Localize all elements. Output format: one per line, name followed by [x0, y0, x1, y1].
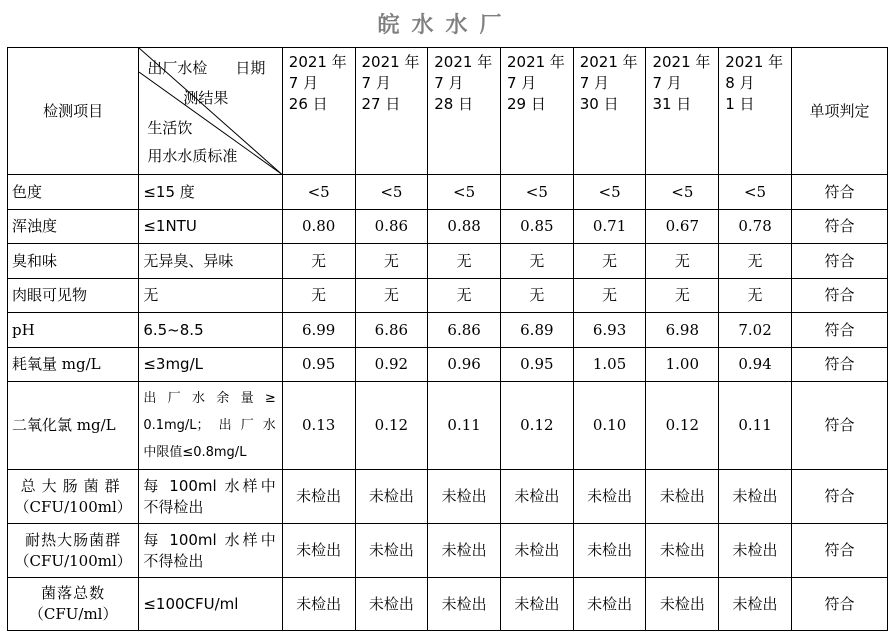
value-cell: 无 — [355, 279, 428, 313]
standard-text: 每 100ml 水样中 — [143, 476, 276, 495]
date-header-line: 27 日 — [361, 95, 401, 113]
standard-text: 0.1mg/L；出厂水 — [143, 418, 276, 433]
judge-cell: 符合 — [791, 470, 887, 524]
value-cell: 无 — [282, 244, 355, 279]
date-header-line: 2021 年 — [434, 53, 493, 71]
item-label: 菌落总数 — [41, 584, 106, 602]
item-cell — [8, 244, 139, 279]
item-label: 总大肠菌群 — [20, 476, 126, 495]
value-cell: 6.99 — [282, 313, 355, 348]
judge-cell: 符合 — [791, 175, 887, 210]
item-cell — [8, 524, 139, 578]
table-row — [8, 348, 888, 382]
value-cell: 未检出 — [428, 470, 501, 524]
value-cell: 未检出 — [355, 524, 428, 578]
item-label: 浑浊度 — [12, 217, 58, 235]
standard-cell — [139, 470, 282, 524]
date-header-line: 7 月 — [288, 74, 319, 92]
judge-cell: 符合 — [791, 524, 887, 578]
value-cell: 未检出 — [573, 470, 646, 524]
standard-text: 无 — [143, 286, 159, 304]
standard-text: 6.5~8.5 — [143, 320, 204, 339]
table-row — [8, 313, 888, 348]
value-cell: 未检出 — [355, 578, 428, 631]
value-cell: 无 — [646, 244, 719, 279]
value-cell: 未检出 — [719, 524, 792, 578]
value-cell: 未检出 — [719, 470, 792, 524]
value-cell: 未检出 — [428, 578, 501, 631]
value-cell: 1.05 — [573, 348, 646, 382]
value-cell: 无 — [573, 279, 646, 313]
item-label: 耐热大肠菌群 — [25, 530, 122, 549]
value-cell: 6.89 — [500, 313, 573, 348]
value-cell: 6.86 — [355, 313, 428, 348]
value-cell: 1.00 — [646, 348, 719, 382]
standard-text: 无异臭、异味 — [143, 251, 234, 270]
value-cell: 0.92 — [355, 348, 428, 382]
value-cell: 无 — [573, 244, 646, 279]
value-cell: 0.67 — [646, 210, 719, 244]
standard-text: 不得检出 — [143, 497, 204, 516]
standard-text: ≤100CFU/ml — [143, 594, 239, 613]
item-label: 耗氧量 mg/L — [12, 355, 101, 373]
judge-cell: 符合 — [791, 279, 887, 313]
item-label: 二氧化氯 mg/L — [12, 416, 116, 434]
date-header-line: 28 日 — [434, 95, 474, 113]
value-cell: 未检出 — [646, 524, 719, 578]
judge-cell: 符合 — [791, 348, 887, 382]
date-header — [282, 48, 355, 175]
value-cell: 0.78 — [719, 210, 792, 244]
water-quality-table — [7, 47, 888, 631]
value-cell: 0.12 — [646, 382, 719, 470]
standard-cell — [139, 313, 282, 348]
table-row — [8, 279, 888, 313]
table-row — [8, 524, 888, 578]
value-cell: 未检出 — [719, 578, 792, 631]
corner-top-left: 出厂水检 — [147, 59, 208, 77]
date-header-line: 1 日 — [725, 95, 755, 113]
table-row — [8, 244, 888, 279]
item-label: （CFU/ml） — [28, 605, 118, 623]
item-header: 检测项目 — [8, 48, 139, 175]
value-cell: <5 — [282, 175, 355, 210]
value-cell: 0.71 — [573, 210, 646, 244]
value-cell: <5 — [500, 175, 573, 210]
value-cell: 0.88 — [428, 210, 501, 244]
date-header — [573, 48, 646, 175]
date-header — [719, 48, 792, 175]
value-cell: 未检出 — [573, 578, 646, 631]
value-cell: <5 — [646, 175, 719, 210]
date-header-line: 7 月 — [652, 74, 682, 92]
date-header-line: 2021 年 — [288, 53, 347, 71]
table-row — [8, 210, 888, 244]
value-cell: 7.02 — [719, 313, 792, 348]
standard-cell — [139, 210, 282, 244]
value-cell: 0.10 — [573, 382, 646, 470]
standard-cell — [139, 524, 282, 578]
value-cell: 未检出 — [500, 524, 573, 578]
date-header — [355, 48, 428, 175]
corner-bottom-1: 生活饮 — [147, 119, 193, 137]
value-cell: 未检出 — [282, 524, 355, 578]
standard-text: 不得检出 — [143, 551, 204, 570]
item-cell — [8, 470, 139, 524]
item-cell — [8, 210, 139, 244]
value-cell: 0.95 — [282, 348, 355, 382]
item-cell — [8, 382, 139, 470]
date-header-line: 2021 年 — [725, 53, 784, 71]
value-cell: 0.12 — [500, 382, 573, 470]
value-cell: 未检出 — [428, 524, 501, 578]
value-cell: 0.96 — [428, 348, 501, 382]
value-cell: 无 — [355, 244, 428, 279]
date-header-line: 7 月 — [361, 74, 391, 92]
corner-header — [139, 48, 282, 175]
value-cell: 未检出 — [282, 470, 355, 524]
item-label: （CFU/100ml） — [14, 551, 132, 570]
date-header — [428, 48, 501, 175]
value-cell: 未检出 — [355, 470, 428, 524]
value-cell: 无 — [500, 279, 573, 313]
value-cell: 无 — [500, 244, 573, 279]
value-cell: 无 — [428, 279, 501, 313]
date-header-line: 2021 年 — [506, 53, 565, 71]
value-cell: <5 — [719, 175, 792, 210]
standard-text: ≤3mg/L — [143, 355, 203, 373]
value-cell: 未检出 — [500, 470, 573, 524]
standard-cell — [139, 244, 282, 279]
table-row — [8, 470, 888, 524]
date-header-line: 7 月 — [434, 74, 464, 92]
corner-bottom-2: 用水水质标准 — [147, 147, 238, 165]
item-cell — [8, 578, 139, 631]
date-header-line: 8 月 — [725, 74, 755, 92]
date-header-line: 30 日 — [579, 95, 619, 113]
value-cell: 0.85 — [500, 210, 573, 244]
date-header-line: 29 日 — [506, 95, 546, 113]
value-cell: 无 — [282, 279, 355, 313]
value-cell: 0.80 — [282, 210, 355, 244]
standard-text: 出厂水余量≥ — [143, 391, 276, 406]
value-cell: 未检出 — [573, 524, 646, 578]
page-title: 皖水水厂 — [377, 13, 514, 38]
value-cell: 0.11 — [719, 382, 792, 470]
item-label: pH — [12, 320, 35, 339]
standard-text: 中限值≤0.8mg/L — [143, 445, 247, 460]
table-row — [8, 382, 888, 470]
value-cell: 无 — [719, 279, 792, 313]
item-cell — [8, 175, 139, 210]
value-cell: 未检出 — [646, 470, 719, 524]
standard-text: 每 100ml 水样中 — [143, 530, 276, 549]
item-cell — [8, 313, 139, 348]
table-row — [8, 578, 888, 631]
value-cell: 无 — [646, 279, 719, 313]
value-cell: 0.13 — [282, 382, 355, 470]
value-cell: <5 — [573, 175, 646, 210]
value-cell: 6.93 — [573, 313, 646, 348]
value-cell: 6.86 — [428, 313, 501, 348]
judge-cell: 符合 — [791, 578, 887, 631]
value-cell: 未检出 — [646, 578, 719, 631]
standard-cell — [139, 578, 282, 631]
standard-cell — [139, 175, 282, 210]
standard-text: ≤1NTU — [143, 217, 197, 235]
item-cell — [8, 279, 139, 313]
value-cell: 0.95 — [500, 348, 573, 382]
judge-cell: 符合 — [791, 313, 887, 348]
item-label: 肉眼可见物 — [12, 286, 88, 304]
date-header-line: 2021 年 — [652, 53, 711, 71]
item-label: 色度 — [12, 182, 43, 201]
item-label: 臭和味 — [12, 251, 58, 270]
corner-middle: 测结果 — [183, 89, 229, 107]
item-cell — [8, 348, 139, 382]
standard-cell — [139, 348, 282, 382]
value-cell: 无 — [719, 244, 792, 279]
value-cell: 0.86 — [355, 210, 428, 244]
value-cell: 0.94 — [719, 348, 792, 382]
value-cell: <5 — [355, 175, 428, 210]
standard-cell — [139, 382, 282, 470]
value-cell: 未检出 — [282, 578, 355, 631]
value-cell: 0.12 — [355, 382, 428, 470]
standard-cell — [139, 279, 282, 313]
value-cell: 0.11 — [428, 382, 501, 470]
date-header-line: 26 日 — [288, 95, 328, 113]
date-header-line: 7 月 — [506, 74, 537, 92]
date-header-line: 31 日 — [652, 95, 692, 113]
judge-cell: 符合 — [791, 210, 887, 244]
judge-cell: 符合 — [791, 382, 887, 470]
value-cell: 未检出 — [500, 578, 573, 631]
value-cell: 无 — [428, 244, 501, 279]
date-header-line: 2021 年 — [579, 53, 638, 71]
date-header-line: 2021 年 — [361, 53, 420, 71]
standard-text: ≤15 度 — [143, 182, 195, 201]
judge-cell: 符合 — [791, 244, 887, 279]
item-label: （CFU/100ml） — [14, 497, 132, 516]
date-header — [500, 48, 573, 175]
date-header-line: 7 月 — [579, 74, 610, 92]
corner-top-right: 日期 — [235, 59, 266, 77]
value-cell: 6.98 — [646, 313, 719, 348]
header-row — [8, 48, 888, 175]
value-cell: <5 — [428, 175, 501, 210]
date-header — [646, 48, 719, 175]
judge-header: 单项判定 — [791, 48, 887, 175]
table-row — [8, 175, 888, 210]
